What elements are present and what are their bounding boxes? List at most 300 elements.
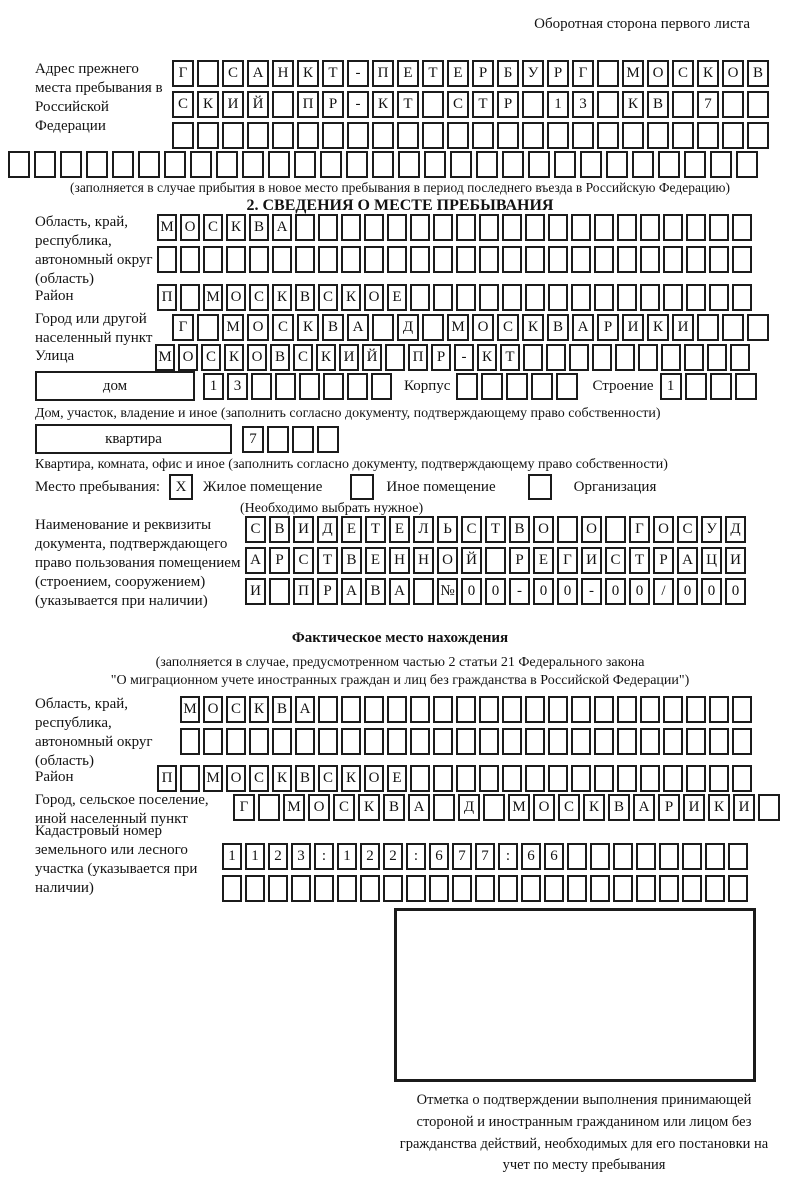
char-cell bbox=[594, 246, 614, 273]
char-cell bbox=[364, 728, 384, 755]
checkbox-other-premises bbox=[350, 474, 374, 500]
fact-city-cells bbox=[233, 794, 780, 821]
char-cell: И bbox=[339, 344, 359, 371]
char-cell: Р bbox=[509, 547, 530, 574]
char-cell bbox=[686, 765, 706, 792]
char-cell bbox=[548, 214, 568, 241]
char-cell bbox=[710, 151, 732, 178]
char-cell bbox=[617, 214, 637, 241]
char-cell: М bbox=[222, 314, 244, 341]
char-cell bbox=[475, 875, 495, 902]
char-cell bbox=[571, 765, 591, 792]
char-cell bbox=[341, 246, 361, 273]
char-cell bbox=[180, 765, 200, 792]
stay-type-label: Место пребывания: bbox=[35, 478, 160, 495]
char-cell: 1 bbox=[222, 843, 242, 870]
char-cell: К bbox=[477, 344, 497, 371]
char-cell bbox=[479, 728, 499, 755]
char-cell: Р bbox=[317, 578, 338, 605]
char-cell bbox=[640, 696, 660, 723]
region-label: Область, край, республика, автономный округ (область) bbox=[35, 214, 153, 287]
char-cell bbox=[580, 151, 602, 178]
stamp-caption: Отметка о подтверждении выполнения принимающей стороной и иностранным гражданином или лицом без гражданства действий, необходимых для его постановки на учет по месту пребывания bbox=[399, 1092, 769, 1174]
char-cell: 7 bbox=[452, 843, 472, 870]
char-cell bbox=[686, 728, 706, 755]
char-cell bbox=[318, 214, 338, 241]
char-cell bbox=[613, 843, 633, 870]
char-cell bbox=[686, 696, 706, 723]
char-cell: И bbox=[733, 794, 755, 821]
char-cell bbox=[567, 875, 587, 902]
char-cell: Г bbox=[233, 794, 255, 821]
char-cell bbox=[410, 284, 430, 311]
char-cell bbox=[502, 765, 522, 792]
apartment-note: Квартира, комната, офис и иное (заполнить согласно документу, подтверждающему право собственности) bbox=[35, 457, 668, 472]
char-cell: О bbox=[533, 516, 554, 543]
char-cell: И bbox=[683, 794, 705, 821]
confirmation-stamp-box bbox=[394, 908, 756, 1082]
char-cell bbox=[548, 728, 568, 755]
char-cell bbox=[180, 284, 200, 311]
char-cell: : bbox=[406, 843, 426, 870]
char-cell: С bbox=[318, 284, 338, 311]
char-cell bbox=[638, 344, 658, 371]
city-label: Город или другой населенный пункт bbox=[35, 311, 153, 346]
house-row bbox=[35, 371, 757, 401]
char-cell: К bbox=[708, 794, 730, 821]
char-cell bbox=[268, 151, 290, 178]
char-cell: 2 bbox=[268, 843, 288, 870]
char-cell bbox=[479, 696, 499, 723]
char-cell: Г bbox=[557, 547, 578, 574]
cadastre-row-1 bbox=[222, 843, 748, 870]
char-cell bbox=[597, 60, 619, 87]
option-residential-label: Жилое помещение bbox=[203, 478, 323, 495]
document-row-1 bbox=[245, 516, 746, 543]
char-cell bbox=[663, 765, 683, 792]
char-cell: 6 bbox=[544, 843, 564, 870]
char-cell: Р bbox=[322, 91, 344, 118]
char-cell: К bbox=[583, 794, 605, 821]
district-label: Район bbox=[35, 288, 74, 304]
char-cell bbox=[732, 696, 752, 723]
char-cell bbox=[590, 875, 610, 902]
char-cell bbox=[216, 151, 238, 178]
char-cell: М bbox=[155, 344, 175, 371]
fact-region-label: Область, край, республика, автономный округ (область) bbox=[35, 696, 153, 769]
cadastre-label: Кадастровый номер земельного или лесного участка (указывается при наличии) bbox=[35, 823, 198, 896]
char-cell bbox=[433, 284, 453, 311]
stay-type-note: (Необходимо выбрать нужное) bbox=[240, 501, 424, 516]
char-cell: Й bbox=[247, 91, 269, 118]
char-cell bbox=[663, 214, 683, 241]
char-cell bbox=[658, 151, 680, 178]
char-cell bbox=[617, 765, 637, 792]
char-cell bbox=[697, 122, 719, 149]
char-cell bbox=[294, 151, 316, 178]
char-cell bbox=[180, 246, 200, 273]
char-cell bbox=[684, 344, 704, 371]
char-cell: - bbox=[347, 60, 369, 87]
char-cell bbox=[485, 547, 506, 574]
char-cell bbox=[592, 344, 612, 371]
char-cell bbox=[640, 728, 660, 755]
char-cell: Т bbox=[317, 547, 338, 574]
char-cell bbox=[636, 875, 656, 902]
char-cell bbox=[722, 314, 744, 341]
char-cell bbox=[548, 246, 568, 273]
char-cell: С bbox=[677, 516, 698, 543]
char-cell bbox=[317, 426, 339, 453]
char-cell bbox=[659, 875, 679, 902]
char-cell: 6 bbox=[429, 843, 449, 870]
char-cell bbox=[323, 373, 344, 400]
char-cell: Т bbox=[472, 91, 494, 118]
char-cell: Т bbox=[365, 516, 386, 543]
char-cell bbox=[203, 246, 223, 273]
char-cell bbox=[314, 875, 334, 902]
char-cell: Е bbox=[341, 516, 362, 543]
char-cell bbox=[86, 151, 108, 178]
char-cell bbox=[522, 122, 544, 149]
char-cell: В bbox=[322, 314, 344, 341]
char-cell bbox=[571, 214, 591, 241]
char-cell: К bbox=[358, 794, 380, 821]
char-cell bbox=[410, 765, 430, 792]
char-cell bbox=[594, 284, 614, 311]
char-cell: С bbox=[605, 547, 626, 574]
char-cell: В bbox=[270, 344, 290, 371]
char-cell bbox=[594, 696, 614, 723]
korpus-cells bbox=[456, 373, 578, 400]
char-cell: О bbox=[437, 547, 458, 574]
char-cell bbox=[483, 794, 505, 821]
char-cell: М bbox=[180, 696, 200, 723]
char-cell bbox=[547, 122, 569, 149]
char-cell: М bbox=[157, 214, 177, 241]
house-note: Дом, участок, владение и иное (заполнить согласно документу, подтверждающему право собственности) bbox=[35, 406, 661, 421]
char-cell bbox=[672, 122, 694, 149]
char-cell bbox=[291, 875, 311, 902]
char-cell bbox=[597, 122, 619, 149]
char-cell bbox=[456, 246, 476, 273]
char-cell bbox=[522, 91, 544, 118]
char-cell: В bbox=[365, 578, 386, 605]
region-row-2 bbox=[157, 246, 752, 273]
char-cell: 0 bbox=[677, 578, 698, 605]
char-cell: 3 bbox=[572, 91, 594, 118]
char-cell bbox=[617, 284, 637, 311]
prev-address-rows bbox=[172, 60, 769, 149]
char-cell: 0 bbox=[629, 578, 650, 605]
char-cell: И bbox=[581, 547, 602, 574]
char-cell bbox=[222, 875, 242, 902]
char-cell bbox=[172, 122, 194, 149]
char-cell bbox=[164, 151, 186, 178]
char-cell: Е bbox=[387, 284, 407, 311]
char-cell bbox=[590, 843, 610, 870]
char-cell: Р bbox=[472, 60, 494, 87]
char-cell: К bbox=[647, 314, 669, 341]
char-cell: 0 bbox=[533, 578, 554, 605]
char-cell: Л bbox=[413, 516, 434, 543]
char-cell: В bbox=[341, 547, 362, 574]
char-cell bbox=[364, 246, 384, 273]
char-cell bbox=[422, 122, 444, 149]
char-cell bbox=[554, 151, 576, 178]
char-cell: Е bbox=[397, 60, 419, 87]
street-label: Улица bbox=[35, 348, 75, 364]
char-cell: М bbox=[508, 794, 530, 821]
char-cell: А bbox=[347, 314, 369, 341]
char-cell bbox=[709, 284, 729, 311]
char-cell bbox=[663, 246, 683, 273]
char-cell bbox=[705, 875, 725, 902]
char-cell bbox=[735, 373, 757, 400]
cadastre-rows bbox=[222, 843, 748, 902]
char-cell: У bbox=[701, 516, 722, 543]
char-cell: Б bbox=[497, 60, 519, 87]
char-cell: М bbox=[203, 284, 223, 311]
char-cell: 0 bbox=[557, 578, 578, 605]
char-cell bbox=[341, 696, 361, 723]
char-cell: В bbox=[383, 794, 405, 821]
char-cell bbox=[272, 728, 292, 755]
char-cell bbox=[429, 875, 449, 902]
char-cell bbox=[34, 151, 56, 178]
char-cell: О bbox=[247, 314, 269, 341]
char-cell bbox=[594, 214, 614, 241]
char-cell bbox=[622, 122, 644, 149]
char-cell bbox=[247, 122, 269, 149]
char-cell bbox=[360, 875, 380, 902]
char-cell bbox=[197, 60, 219, 87]
char-cell: О bbox=[722, 60, 744, 87]
char-cell bbox=[548, 765, 568, 792]
char-cell bbox=[8, 151, 30, 178]
char-cell bbox=[682, 875, 702, 902]
char-cell bbox=[640, 214, 660, 241]
char-cell: Д bbox=[397, 314, 419, 341]
char-cell bbox=[672, 91, 694, 118]
char-cell bbox=[456, 765, 476, 792]
option-organization-label: Организация bbox=[573, 478, 657, 495]
char-cell bbox=[525, 284, 545, 311]
char-cell: - bbox=[347, 91, 369, 118]
char-cell: С bbox=[461, 516, 482, 543]
char-cell: К bbox=[249, 696, 269, 723]
char-cell: К bbox=[297, 314, 319, 341]
street-cells bbox=[155, 344, 750, 371]
char-cell bbox=[410, 728, 430, 755]
char-cell: А bbox=[408, 794, 430, 821]
char-cell: 3 bbox=[291, 843, 311, 870]
char-cell: А bbox=[295, 696, 315, 723]
char-cell: Т bbox=[422, 60, 444, 87]
char-cell: Ь bbox=[437, 516, 458, 543]
char-cell bbox=[372, 314, 394, 341]
char-cell: О bbox=[533, 794, 555, 821]
char-cell bbox=[297, 122, 319, 149]
char-cell bbox=[732, 765, 752, 792]
char-cell: - bbox=[509, 578, 530, 605]
char-cell bbox=[433, 246, 453, 273]
char-cell bbox=[346, 151, 368, 178]
char-cell bbox=[226, 246, 246, 273]
cadastre-row-2 bbox=[222, 875, 748, 902]
char-cell: К bbox=[341, 765, 361, 792]
char-cell bbox=[686, 246, 706, 273]
char-cell bbox=[531, 373, 553, 400]
char-cell: С bbox=[272, 314, 294, 341]
char-cell: М bbox=[283, 794, 305, 821]
char-cell: Г bbox=[629, 516, 650, 543]
char-cell bbox=[258, 794, 280, 821]
char-cell: 1 bbox=[337, 843, 357, 870]
char-cell bbox=[632, 151, 654, 178]
char-cell bbox=[479, 765, 499, 792]
prev-address-row-4 bbox=[8, 151, 758, 178]
char-cell bbox=[157, 246, 177, 273]
char-cell bbox=[387, 214, 407, 241]
char-cell bbox=[528, 151, 550, 178]
char-cell bbox=[456, 696, 476, 723]
char-cell bbox=[544, 875, 564, 902]
document-row-3 bbox=[245, 578, 746, 605]
char-cell: С bbox=[318, 765, 338, 792]
char-cell bbox=[732, 214, 752, 241]
char-cell bbox=[525, 696, 545, 723]
char-cell bbox=[222, 122, 244, 149]
char-cell bbox=[372, 151, 394, 178]
char-cell bbox=[617, 696, 637, 723]
char-cell bbox=[594, 765, 614, 792]
char-cell bbox=[732, 728, 752, 755]
char-cell bbox=[203, 728, 223, 755]
char-cell bbox=[433, 214, 453, 241]
char-cell bbox=[112, 151, 134, 178]
char-cell: Й bbox=[461, 547, 482, 574]
char-cell: 1 bbox=[547, 91, 569, 118]
char-cell bbox=[410, 696, 430, 723]
char-cell bbox=[732, 246, 752, 273]
char-cell bbox=[709, 728, 729, 755]
char-cell: 0 bbox=[701, 578, 722, 605]
char-cell: Т bbox=[322, 60, 344, 87]
char-cell: Е bbox=[387, 765, 407, 792]
char-cell bbox=[447, 122, 469, 149]
char-cell: В bbox=[547, 314, 569, 341]
char-cell: К bbox=[272, 765, 292, 792]
char-cell: С bbox=[226, 696, 246, 723]
char-cell bbox=[502, 696, 522, 723]
char-cell: Е bbox=[533, 547, 554, 574]
char-cell: К bbox=[372, 91, 394, 118]
char-cell: О bbox=[203, 696, 223, 723]
char-cell: 1 bbox=[245, 843, 265, 870]
char-cell bbox=[647, 122, 669, 149]
char-cell: С bbox=[447, 91, 469, 118]
char-cell: А bbox=[272, 214, 292, 241]
char-cell bbox=[732, 284, 752, 311]
char-cell bbox=[479, 284, 499, 311]
fact-district-cells bbox=[157, 765, 752, 792]
char-cell bbox=[525, 728, 545, 755]
char-cell: О bbox=[247, 344, 267, 371]
char-cell: И bbox=[245, 578, 266, 605]
char-cell bbox=[661, 344, 681, 371]
char-cell bbox=[481, 373, 503, 400]
char-cell: В bbox=[509, 516, 530, 543]
char-cell: О bbox=[647, 60, 669, 87]
char-cell: У bbox=[522, 60, 544, 87]
char-cell: С bbox=[249, 765, 269, 792]
char-cell bbox=[525, 246, 545, 273]
char-cell bbox=[318, 246, 338, 273]
char-cell: В bbox=[249, 214, 269, 241]
char-cell: С bbox=[333, 794, 355, 821]
char-cell bbox=[663, 728, 683, 755]
char-cell: Р bbox=[547, 60, 569, 87]
char-cell bbox=[347, 122, 369, 149]
char-cell bbox=[341, 214, 361, 241]
char-cell bbox=[424, 151, 446, 178]
char-cell: Н bbox=[413, 547, 434, 574]
char-cell: О bbox=[364, 765, 384, 792]
char-cell bbox=[572, 122, 594, 149]
char-cell bbox=[521, 875, 541, 902]
char-cell: В bbox=[608, 794, 630, 821]
char-cell bbox=[422, 314, 444, 341]
section2-title: 2. СВЕДЕНИЯ О МЕСТЕ ПРЕБЫВАНИЯ bbox=[246, 197, 554, 214]
char-cell bbox=[722, 122, 744, 149]
char-cell: К bbox=[197, 91, 219, 118]
char-cell bbox=[685, 373, 707, 400]
char-cell: Н bbox=[389, 547, 410, 574]
char-cell: - bbox=[454, 344, 474, 371]
char-cell bbox=[226, 728, 246, 755]
corner-note: Оборотная сторона первого листа bbox=[534, 16, 750, 32]
char-cell bbox=[433, 765, 453, 792]
char-cell: В bbox=[269, 516, 290, 543]
char-cell bbox=[709, 765, 729, 792]
char-cell bbox=[245, 875, 265, 902]
char-cell bbox=[413, 578, 434, 605]
char-cell bbox=[682, 843, 702, 870]
char-cell: 0 bbox=[725, 578, 746, 605]
char-cell bbox=[569, 344, 589, 371]
char-cell bbox=[709, 246, 729, 273]
region-row-1 bbox=[157, 214, 752, 241]
prev-address-row-1 bbox=[172, 60, 769, 87]
char-cell: Ц bbox=[701, 547, 722, 574]
char-cell: В bbox=[647, 91, 669, 118]
char-cell: И bbox=[222, 91, 244, 118]
char-cell: В bbox=[295, 765, 315, 792]
char-cell bbox=[709, 214, 729, 241]
char-cell bbox=[197, 314, 219, 341]
char-cell: Р bbox=[653, 547, 674, 574]
char-cell: Е bbox=[447, 60, 469, 87]
char-cell bbox=[730, 344, 750, 371]
char-cell: П bbox=[372, 60, 394, 87]
char-cell bbox=[372, 122, 394, 149]
char-cell bbox=[387, 246, 407, 273]
char-cell: А bbox=[245, 547, 266, 574]
char-cell bbox=[497, 122, 519, 149]
char-cell: А bbox=[247, 60, 269, 87]
char-cell bbox=[295, 214, 315, 241]
